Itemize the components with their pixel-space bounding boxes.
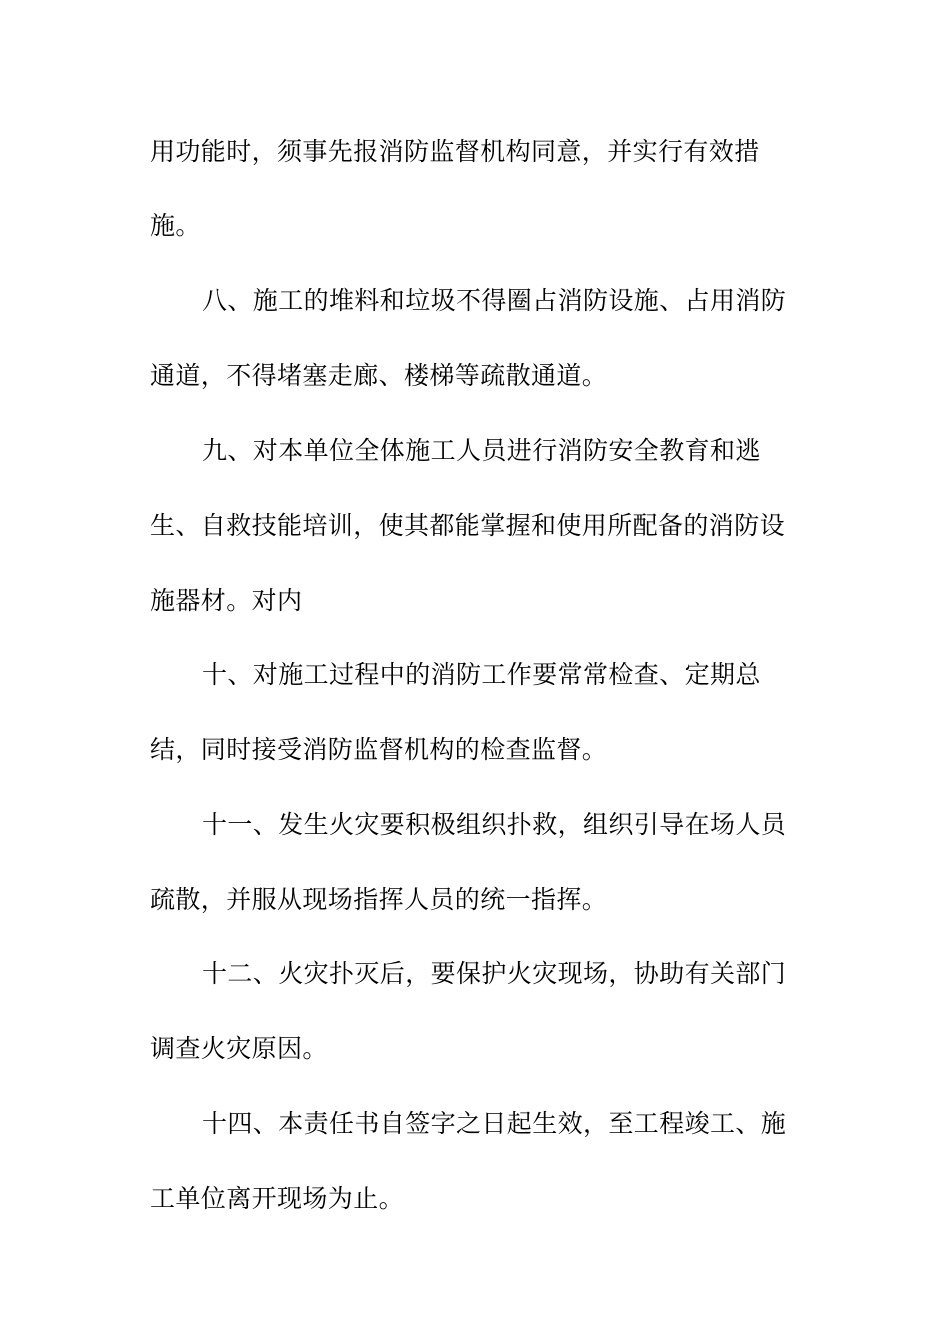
paragraph-line: 疏散，并服从现场指挥人员的统一指挥。 [150,885,608,914]
paragraph-line: 十四、本责任书自签字之日起生效，至工程竣工、施 [202,1109,787,1138]
paragraph-line: 结，同时接受消防监督机构的检查监督。 [150,735,608,764]
paragraph-line: 八、施工的堆料和垃圾不得圈占消防设施、占用消防 [202,286,787,315]
paragraph-line: 九、对本单位全体施工人员进行消防安全教育和逃 [202,436,761,465]
paragraph-line: 十、对施工过程中的消防工作要常常检查、定期总 [202,660,761,689]
paragraph-line: 十一、发生火灾要积极组织扑救，组织引导在场人员 [202,810,787,839]
paragraph-line: 工单位离开现场为止。 [150,1184,405,1213]
paragraph-line: 通道，不得堵塞走廊、楼梯等疏散通道。 [150,361,608,390]
paragraph-line: 十二、火灾扑灭后，要保护火灾现场，协助有关部门 [202,959,787,988]
paragraph-line: 施器材。对内 [150,586,303,615]
paragraph-line: 调查火灾原因。 [150,1034,328,1063]
paragraph-line: 施。 [150,211,201,240]
paragraph-line: 用功能时，须事先报消防监督机构同意，并实行有效措 [150,137,760,166]
paragraph-line: 生、自救技能培训，使其都能掌握和使用所配备的消防设 [150,511,786,540]
